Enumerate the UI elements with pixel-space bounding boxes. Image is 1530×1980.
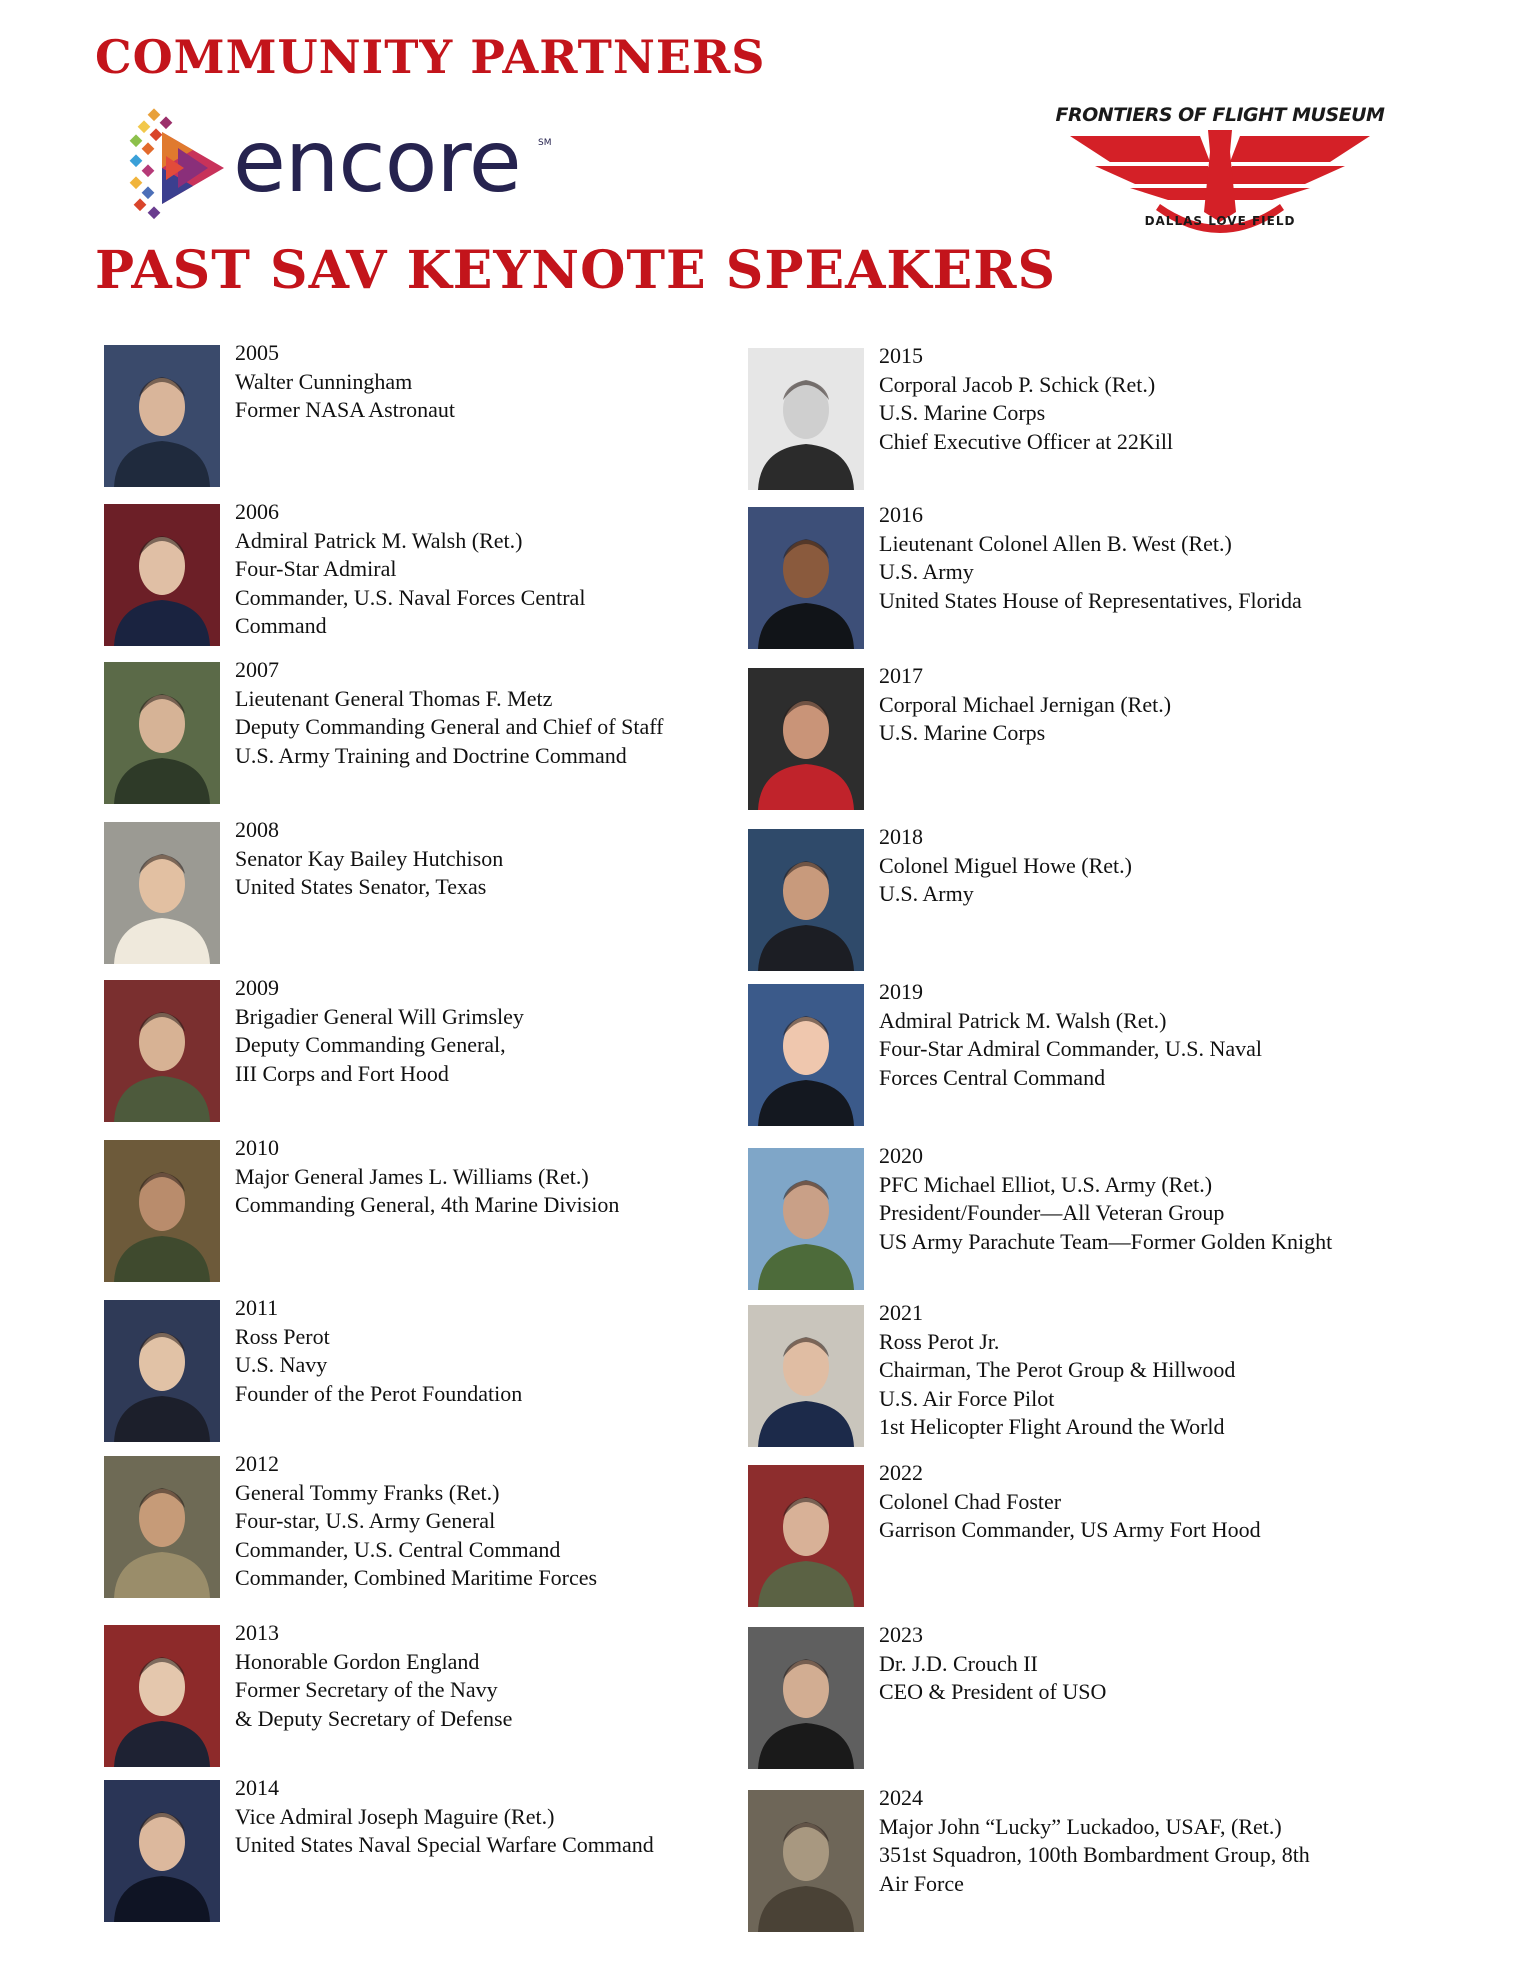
speaker-photo — [748, 507, 864, 649]
speaker-info — [235, 1134, 755, 1220]
speaker-title-line: Four-Star Admiral — [235, 556, 397, 581]
speaker-year: 2016 — [879, 502, 923, 527]
speaker-info — [235, 1294, 755, 1408]
speaker-year: 2012 — [235, 1451, 279, 1476]
speaker-title-line: U.S. Army — [879, 881, 974, 906]
speaker-name: Corporal Michael Jernigan (Ret.) — [879, 691, 1172, 717]
speaker-year: 2010 — [235, 1135, 279, 1160]
speaker-title-line: III Corps and Fort Hood — [235, 1060, 449, 1086]
speaker-title-line: Garrison Commander, US Army Fort Hood — [879, 1517, 1261, 1542]
speaker-name: Lieutenant Colonel Allen B. West (Ret.) — [879, 530, 1232, 556]
speaker-name: Major John “Lucky” Luckadoo, USAF, (Ret.) — [879, 1813, 1282, 1839]
speaker-year: 2008 — [235, 817, 279, 842]
speaker-year: 2023 — [879, 1622, 923, 1647]
speaker-info — [879, 823, 1399, 909]
speaker-year: 2013 — [235, 1620, 279, 1645]
speaker-name: Ross Perot Jr. — [879, 1328, 1000, 1354]
speaker-title-line: U.S. Air Force Pilot — [879, 1385, 1055, 1411]
speaker-year: 2005 — [235, 340, 279, 365]
speaker-title-line: Founder of the Perot Foundation — [235, 1380, 523, 1406]
speaker-title-line: Former NASA Astronaut — [235, 397, 455, 422]
speaker-photo — [104, 1300, 220, 1442]
speaker-title-line: Deputy Commanding General and Chief of Staff — [235, 714, 664, 739]
speaker-name: General Tommy Franks (Ret.) — [235, 1479, 500, 1505]
speaker-photo — [748, 1627, 864, 1769]
speaker-name: Brigadier General Will Grimsley — [235, 1003, 524, 1029]
speaker-title-line: CEO & President of USO — [879, 1679, 1107, 1704]
speaker-title-line: Chief Executive Officer at 22Kill — [879, 428, 1174, 454]
speaker-title-line: Four-star, U.S. Army General — [235, 1508, 496, 1533]
speaker-info — [235, 656, 755, 770]
speaker-title-line: Former Secretary of the Navy — [235, 1677, 498, 1702]
speaker-name: Lieutenant General Thomas F. Metz — [235, 685, 553, 711]
speaker-title-line: 351st Squadron, 100th Bombardment Group, 8th — [879, 1842, 1310, 1867]
speaker-info — [235, 1450, 755, 1593]
speaker-title-line: U.S. Army — [879, 559, 974, 584]
speaker-name: Colonel Miguel Howe (Ret.) — [879, 852, 1132, 878]
speaker-year: 2006 — [235, 499, 279, 524]
speaker-photo — [104, 1140, 220, 1282]
speaker-name: Admiral Patrick M. Walsh (Ret.) — [879, 1007, 1167, 1033]
speaker-photo — [104, 822, 220, 964]
speaker-photo — [748, 1465, 864, 1607]
speaker-title-line: Deputy Commanding General, — [235, 1032, 506, 1057]
speaker-name: Colonel Chad Foster — [879, 1488, 1062, 1514]
encore-service-mark: SM — [538, 138, 552, 148]
speaker-name: Corporal Jacob P. Schick (Ret.) — [879, 371, 1156, 397]
speaker-title-line: & Deputy Secretary of Defense — [235, 1705, 513, 1731]
speaker-info — [879, 1299, 1399, 1442]
speaker-info — [879, 342, 1399, 456]
speaker-title-line: U.S. Army Training and Doctrine Command — [235, 742, 627, 768]
museum-tagline: DALLAS LOVE FIELD — [1144, 214, 1296, 228]
speaker-year: 2014 — [235, 1775, 279, 1800]
speaker-name: Senator Kay Bailey Hutchison — [235, 845, 504, 871]
community-partners-heading: COMMUNITY PARTNERS — [95, 30, 766, 84]
speaker-title-line: Commander, U.S. Central Command — [235, 1536, 561, 1562]
speaker-info — [879, 978, 1399, 1092]
speaker-info — [235, 498, 755, 641]
speaker-year: 2018 — [879, 824, 923, 849]
museum-name: FRONTIERS OF FLIGHT MUSEUM — [1055, 104, 1385, 126]
speaker-info — [235, 339, 755, 425]
speaker-year: 2019 — [879, 979, 923, 1004]
speaker-name: Dr. J.D. Crouch II — [879, 1650, 1038, 1676]
speaker-title-line: United States House of Representatives, Florida — [879, 587, 1302, 613]
speaker-name: Major General James L. Williams (Ret.) — [235, 1163, 589, 1189]
speaker-title-line: U.S. Marine Corps — [879, 400, 1046, 425]
speaker-year: 2015 — [879, 343, 923, 368]
speaker-title-line: Four-Star Admiral Commander, U.S. Naval — [879, 1036, 1263, 1061]
speaker-photo — [104, 662, 220, 804]
encore-wordmark: encore — [233, 112, 521, 212]
speaker-info — [235, 1619, 755, 1733]
speaker-name: PFC Michael Elliot, U.S. Army (Ret.) — [879, 1171, 1213, 1197]
speaker-title-line: Forces Central Command — [879, 1064, 1106, 1090]
frontiers-of-flight-museum-logo — [1050, 104, 1390, 239]
speaker-photo — [748, 1148, 864, 1290]
speaker-name: Vice Admiral Joseph Maguire (Ret.) — [235, 1803, 555, 1829]
speaker-photo — [748, 984, 864, 1126]
speaker-photo — [104, 345, 220, 487]
speaker-photo — [748, 668, 864, 810]
speaker-year: 2024 — [879, 1785, 923, 1810]
speaker-year: 2007 — [235, 657, 279, 682]
speaker-title-line: President/Founder—All Veteran Group — [879, 1200, 1225, 1225]
speaker-photo — [104, 1456, 220, 1598]
speaker-year: 2017 — [879, 663, 923, 688]
speaker-name: Admiral Patrick M. Walsh (Ret.) — [235, 527, 523, 553]
speaker-title-line: 1st Helicopter Flight Around the World — [879, 1414, 1225, 1439]
speaker-title-line: Command — [235, 613, 327, 638]
speaker-photo — [104, 1780, 220, 1922]
speaker-title-line: Commander, Combined Maritime Forces — [235, 1565, 598, 1590]
speaker-photo — [748, 1790, 864, 1932]
speaker-title-line: Commander, U.S. Naval Forces Central — [235, 584, 586, 610]
speaker-year: 2009 — [235, 975, 279, 1000]
speaker-title-line: U.S. Navy — [235, 1352, 328, 1377]
speaker-name: Honorable Gordon England — [235, 1648, 480, 1674]
speaker-title-line: United States Senator, Texas — [235, 874, 487, 899]
speaker-photo — [748, 829, 864, 971]
speaker-title-line: US Army Parachute Team—Former Golden Knight — [879, 1228, 1333, 1254]
speaker-year: 2022 — [879, 1460, 923, 1485]
speaker-info — [879, 1621, 1399, 1707]
encore-logo — [128, 108, 552, 233]
past-keynote-speakers-heading: PAST SAV KEYNOTE SPEAKERS — [95, 240, 1057, 301]
speaker-info — [879, 501, 1399, 615]
speaker-photo — [104, 504, 220, 646]
speaker-title-line: Air Force — [879, 1870, 964, 1896]
speaker-info — [879, 662, 1399, 748]
speaker-photo — [748, 348, 864, 490]
speaker-info — [235, 1774, 755, 1860]
speaker-name: Walter Cunningham — [235, 368, 413, 394]
speaker-photo — [104, 980, 220, 1122]
speaker-title-line: Chairman, The Perot Group & Hillwood — [879, 1357, 1236, 1382]
speaker-name: Ross Perot — [235, 1323, 330, 1349]
speaker-year: 2020 — [879, 1143, 923, 1168]
speaker-info — [879, 1142, 1399, 1256]
speaker-year: 2011 — [235, 1295, 279, 1320]
encore-mosaic-icon — [128, 108, 228, 228]
speaker-info — [879, 1784, 1399, 1898]
speaker-info — [235, 816, 755, 902]
speaker-year: 2021 — [879, 1300, 923, 1325]
speaker-photo — [748, 1305, 864, 1447]
speaker-photo — [104, 1625, 220, 1767]
speaker-title-line: U.S. Marine Corps — [879, 720, 1046, 745]
speaker-info — [235, 974, 755, 1088]
speaker-title-line: United States Naval Special Warfare Command — [235, 1832, 654, 1857]
speaker-info — [879, 1459, 1399, 1545]
speaker-title-line: Commanding General, 4th Marine Division — [235, 1192, 620, 1217]
